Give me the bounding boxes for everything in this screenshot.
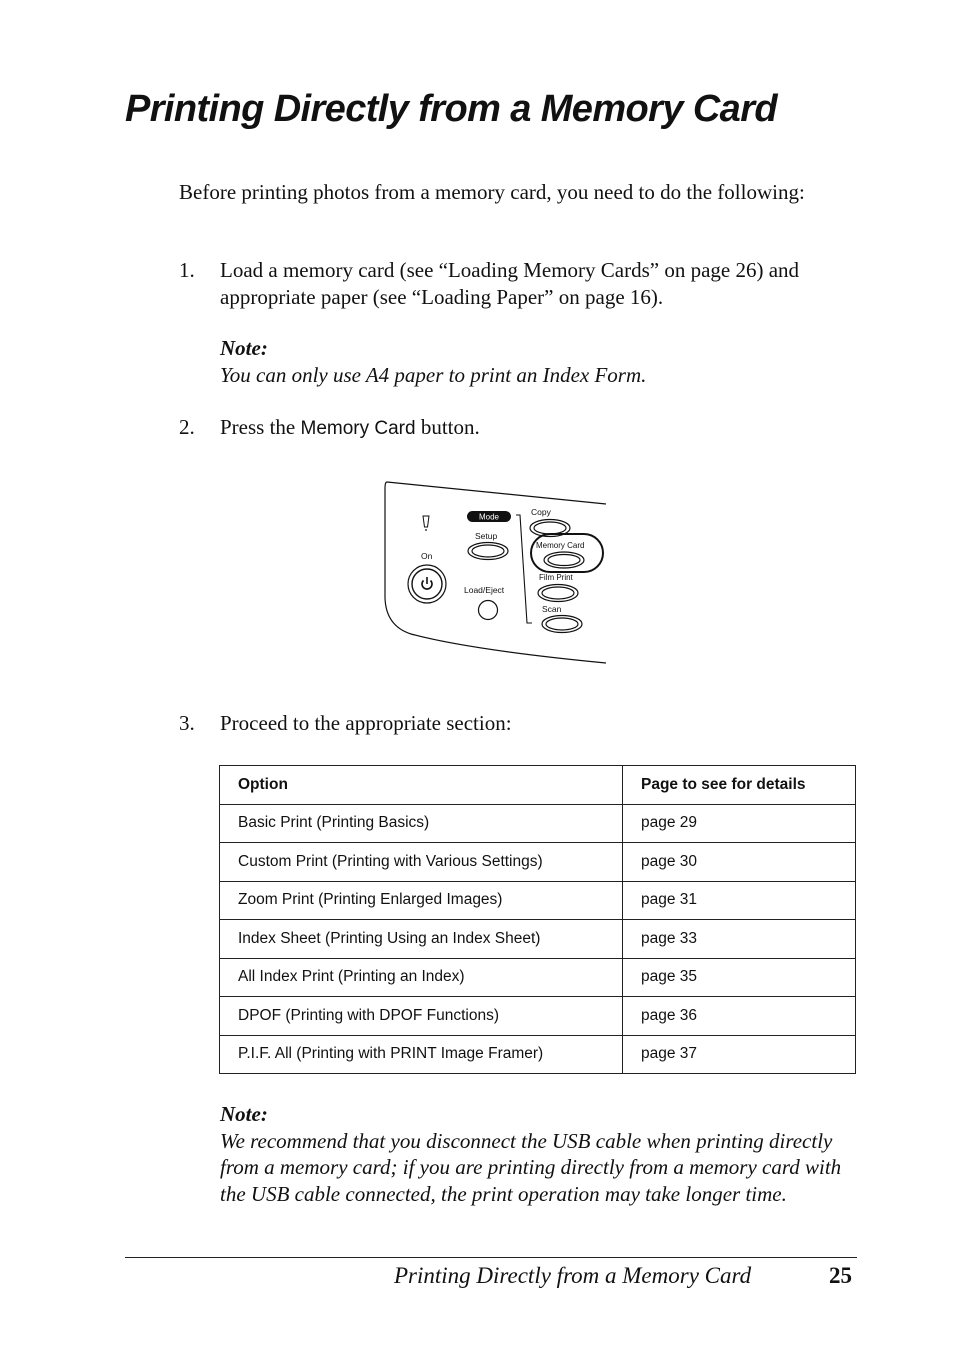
step-number: 3. bbox=[179, 711, 195, 735]
table-row bbox=[220, 843, 856, 882]
film-print-label: Film Print bbox=[539, 573, 573, 582]
header-page: Page to see for details bbox=[623, 766, 856, 805]
table-row bbox=[220, 881, 856, 920]
mode-label: Mode bbox=[478, 512, 500, 522]
option-cell: DPOF (Printing with DPOF Functions) bbox=[220, 997, 623, 1036]
note-text: You can only use A4 paper to print an Index Form. bbox=[220, 362, 647, 387]
option-cell: Custom Print (Printing with Various Settings) bbox=[220, 843, 623, 882]
on-label: On bbox=[421, 551, 433, 561]
warning-light-icon bbox=[423, 516, 429, 531]
table-row bbox=[220, 1035, 856, 1074]
page-cell: page 31 bbox=[623, 881, 856, 920]
option-cell: All Index Print (Printing an Index) bbox=[220, 958, 623, 997]
footer-title: Printing Directly from a Memory Card bbox=[394, 1263, 752, 1288]
note-index-form bbox=[220, 335, 860, 388]
table-row bbox=[220, 997, 856, 1036]
memory-card-button[interactable] bbox=[531, 534, 603, 572]
table-header-row bbox=[220, 766, 856, 805]
table-row bbox=[220, 958, 856, 997]
note-text: We recommend that you disconnect the USB cable when printing directly from a memory card; if you are printing directly from a memory card with the USB cable connected, the print operation may take longer time. bbox=[220, 1128, 842, 1206]
note-heading: Note: bbox=[220, 336, 268, 360]
option-cell: Basic Print (Printing Basics) bbox=[220, 804, 623, 843]
page-cell: page 37 bbox=[623, 1035, 856, 1074]
table-row bbox=[220, 920, 856, 959]
step-number: 1. bbox=[179, 258, 195, 282]
control-panel-illustration bbox=[381, 478, 611, 668]
intro-paragraph: Before printing photos from a memory card, you need to do the following: bbox=[179, 180, 805, 204]
memory-card-button-label: Memory Card bbox=[300, 418, 416, 439]
footer-rule bbox=[125, 1257, 857, 1258]
power-icon bbox=[422, 577, 432, 589]
setup-label: Setup bbox=[475, 531, 498, 541]
scan-label: Scan bbox=[542, 604, 562, 614]
page-number: 25 bbox=[829, 1263, 852, 1288]
page-cell: page 36 bbox=[623, 997, 856, 1036]
header-option: Option bbox=[220, 766, 623, 805]
options-table bbox=[219, 765, 856, 1074]
page-cell: page 30 bbox=[623, 843, 856, 882]
load-eject-button[interactable] bbox=[479, 601, 498, 620]
option-cell: Index Sheet (Printing Using an Index Sheet) bbox=[220, 920, 623, 959]
step-number: 2. bbox=[179, 415, 195, 439]
note-heading: Note: bbox=[220, 1102, 268, 1126]
option-cell: Zoom Print (Printing Enlarged Images) bbox=[220, 881, 623, 920]
note-usb-cable bbox=[220, 1101, 870, 1207]
step-text: Proceed to the appropriate section: bbox=[220, 711, 512, 735]
memory-card-label: Memory Card bbox=[536, 541, 585, 550]
film-print-button[interactable] bbox=[538, 585, 578, 602]
copy-label: Copy bbox=[531, 507, 551, 517]
scan-button[interactable] bbox=[542, 616, 582, 633]
option-cell: P.I.F. All (Printing with PRINT Image Framer) bbox=[220, 1035, 623, 1074]
page-title: Printing Directly from a Memory Card bbox=[125, 88, 777, 130]
page-cell: page 35 bbox=[623, 958, 856, 997]
setup-button[interactable] bbox=[468, 543, 508, 560]
table-row bbox=[220, 804, 856, 843]
page-cell: page 29 bbox=[623, 804, 856, 843]
load-eject-label: Load/Eject bbox=[464, 585, 505, 595]
step-text: Load a memory card (see “Loading Memory Cards” on page 26) and appropriate paper (see “Loading Paper” on page 16). bbox=[220, 258, 800, 309]
step-text: Press the Memory Card button. bbox=[220, 415, 480, 439]
page-cell: page 33 bbox=[623, 920, 856, 959]
